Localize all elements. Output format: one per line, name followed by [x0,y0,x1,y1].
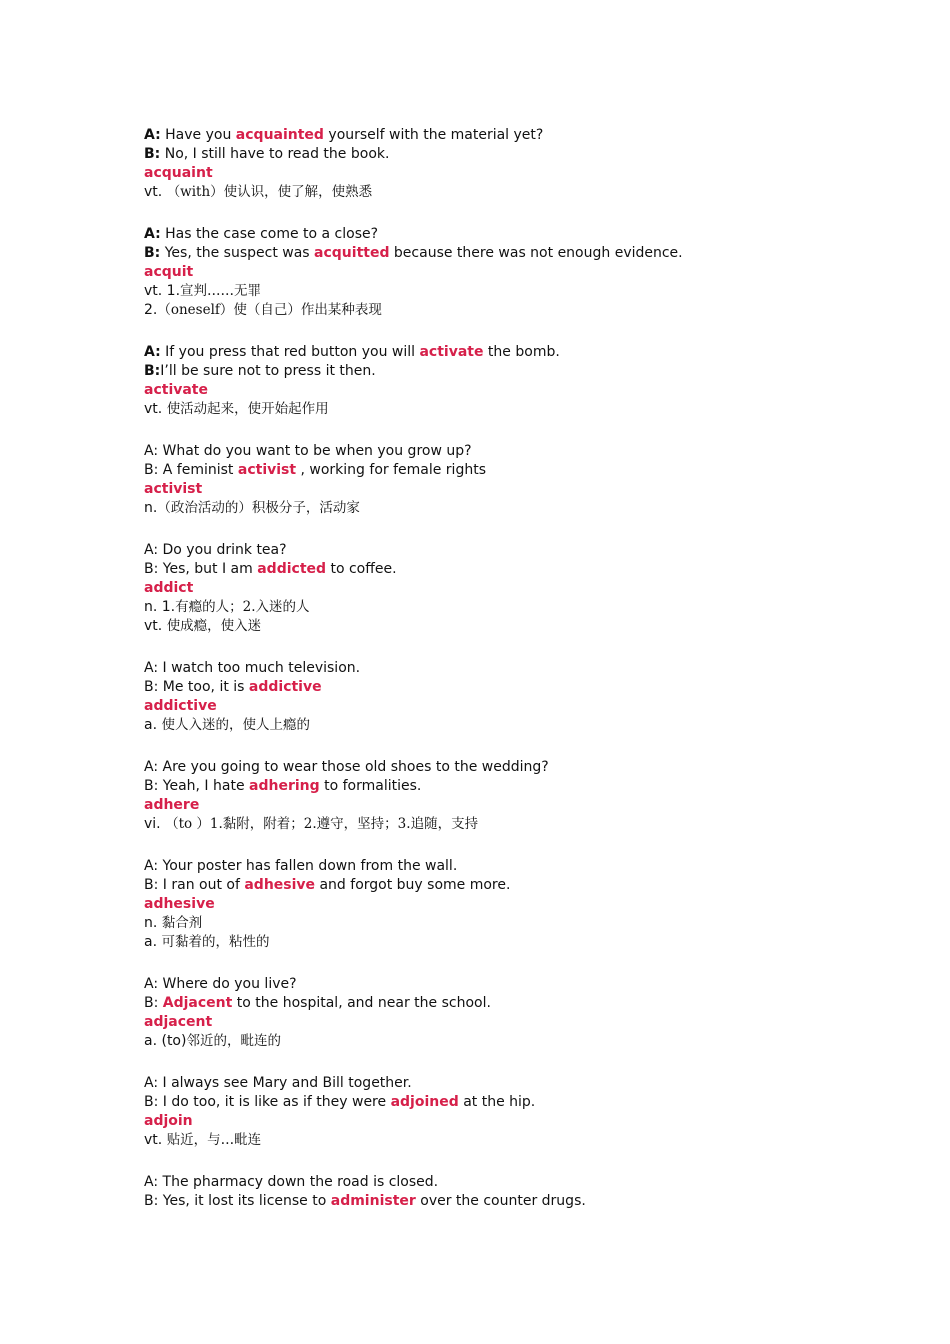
highlighted-word: acquainted [235,127,324,143]
dialogue-line [144,442,864,461]
headword: adhesive [144,896,215,912]
dialogue-line [144,777,864,796]
part-of-speech: vi. [144,816,166,832]
dialogue-line [144,876,864,895]
dialogue-text: Where do you live? [158,976,297,992]
speaker-label: A: [144,1075,159,1091]
dialogue-text: over the counter drugs. [415,1193,586,1209]
speaker-label: A: [144,858,159,874]
speaker-label: B: [144,679,159,695]
vocab-entry [144,975,864,1051]
speaker-label: B: [144,561,159,577]
speaker-label: A: [144,1174,159,1190]
headword: activate [144,382,208,398]
definition-line [144,598,864,617]
dialogue-text: to the hospital, and near the school. [232,995,491,1011]
definition-text: 使人入迷的，使人上瘾的 [161,717,310,733]
speaker-label: B: [144,462,159,478]
dialogue-line [144,244,864,263]
definition-text: （政治活动的）积极分子，活动家 [157,500,360,516]
highlighted-word: adhesive [244,877,316,893]
headword: acquit [144,264,194,280]
dialogue-text: What do you want to be when you grow up? [158,443,472,459]
dialogue-text: Do you drink tea? [158,542,287,558]
speaker-label: B: [144,245,161,261]
dialogue-text: , working for female rights [296,462,486,478]
speaker-label: A: [144,443,159,459]
highlighted-word: adhering [249,778,320,794]
definition-line [144,1032,864,1051]
dialogue-text: I ran out of [158,877,245,893]
part-of-speech: vt. 1. [144,283,181,299]
part-of-speech: vt. [144,1132,167,1148]
highlighted-word: Adjacent [162,995,233,1011]
dialogue-text: Have you [160,127,236,143]
part-of-speech: n. [144,915,162,931]
dialogue-line [144,145,864,164]
part-of-speech: 2. [144,302,158,318]
dialogue-line [144,1074,864,1093]
definition-text: 宣判……无罪 [180,283,262,299]
definition-line [144,914,864,933]
document-page [144,126,864,1234]
headword: addict [144,580,194,596]
headword: activist [144,481,203,497]
highlighted-word: activate [419,344,484,360]
speaker-label: B: [144,1193,159,1209]
part-of-speech: vt. [144,401,167,417]
dialogue-line [144,362,864,381]
dialogue-text: Are you going to wear those old shoes to the wedding? [158,759,549,775]
dialogue-text: to formalities. [319,778,422,794]
highlighted-word: acquitted [314,245,390,261]
headword: adjoin [144,1113,193,1129]
dialogue-line [144,1093,864,1112]
part-of-speech: n. [144,500,158,516]
vocab-entry [144,541,864,636]
definition-text: （with）使认识，使了解，使熟悉 [166,184,373,200]
speaker-label: A: [144,344,161,360]
definition-line [144,1131,864,1150]
highlighted-word: addicted [257,561,327,577]
vocab-entry [144,442,864,518]
dialogue-text: I do too, it is like as if they were [158,1094,391,1110]
speaker-label: A: [144,759,159,775]
dialogue-line [144,975,864,994]
highlighted-word: administer [330,1193,416,1209]
dialogue-text: and forgot buy some more. [315,877,511,893]
dialogue-line [144,126,864,145]
speaker-label: A: [144,660,159,676]
vocab-entry [144,758,864,834]
dialogue-text: If you press that red button you will [160,344,420,360]
dialogue-line [144,560,864,579]
definition-line [144,617,864,636]
speaker-label: B: [144,778,159,794]
dialogue-text: I always see Mary and Bill together. [158,1075,412,1091]
dialogue-text: Yes, but I am [158,561,258,577]
dialogue-text: A feminist [158,462,238,478]
dialogue-line [144,225,864,244]
speaker-label: A: [144,226,161,242]
dialogue-text: to coffee. [326,561,397,577]
highlighted-word: adjoined [390,1094,459,1110]
dialogue-text: Has the case come to a close? [160,226,379,242]
dialogue-line [144,659,864,678]
definition-line [144,400,864,419]
speaker-label: A: [144,127,161,143]
dialogue-line [144,1173,864,1192]
part-of-speech: n. 1. [144,599,176,615]
dialogue-line [144,994,864,1013]
part-of-speech: vt. [144,184,167,200]
vocab-entry [144,857,864,952]
dialogue-text: No, I still have to read the book. [160,146,390,162]
speaker-label: B: [144,877,159,893]
dialogue-text: Yes, it lost its license to [158,1193,331,1209]
dialogue-line [144,678,864,697]
speaker-label: A: [144,976,159,992]
headword: addictive [144,698,217,714]
definition-line [144,933,864,952]
part-of-speech: vt. [144,618,167,634]
definition-line [144,716,864,735]
definition-text: （to ）1.黏附，附着；2.遵守，坚持；3.追随，支持 [165,816,479,832]
dialogue-text: Your poster has fallen down from the wall. [158,858,458,874]
dialogue-text: Yeah, I hate [158,778,250,794]
dialogue-text: Yes, the suspect was [160,245,315,261]
dialogue-line [144,1192,864,1211]
definition-line [144,499,864,518]
speaker-label: A: [144,542,159,558]
definition-line [144,815,864,834]
dialogue-text: I’ll be sure not to press it then. [160,363,376,379]
definition-line [144,183,864,202]
dialogue-text: Me too, it is [158,679,249,695]
definition-text: 使活动起来，使开始起作用 [166,401,329,417]
dialogue-text: The pharmacy down the road is closed. [158,1174,439,1190]
headword: acquaint [144,165,213,181]
dialogue-line [144,857,864,876]
dialogue-text: I watch too much television. [158,660,361,676]
part-of-speech: a. (to) [144,1033,187,1049]
definition-text: 邻近的，毗连的 [186,1033,281,1049]
highlighted-word: activist [237,462,297,478]
dialogue-text: because there was not enough evidence. [389,245,683,261]
definition-line [144,301,864,320]
part-of-speech: a. [144,934,162,950]
headword: adjacent [144,1014,213,1030]
dialogue-text: at the hip. [458,1094,536,1110]
dialogue-line [144,461,864,480]
dialogue-line [144,541,864,560]
speaker-label: B: [144,363,161,379]
vocab-entry [144,225,864,320]
dialogue-text: the bomb. [483,344,560,360]
dialogue-line [144,758,864,777]
vocab-entry [144,1173,864,1211]
vocab-entry [144,1074,864,1150]
definition-text: 有瘾的人；2.入迷的人 [175,599,310,615]
speaker-label: B: [144,995,159,1011]
speaker-label: B: [144,146,161,162]
definition-text: 使成瘾，使入迷 [166,618,262,634]
headword: adhere [144,797,200,813]
definition-line [144,282,864,301]
dialogue-text: yourself with the material yet? [323,127,544,143]
definition-text: 黏合剂 [161,915,203,931]
part-of-speech: a. [144,717,162,733]
dialogue-line [144,343,864,362]
definition-text: 可黏着的，粘性的 [161,934,270,950]
highlighted-word: addictive [248,679,322,695]
vocab-entry [144,659,864,735]
definition-text: 贴近，与…毗连 [166,1132,262,1148]
vocab-entry [144,126,864,202]
definition-text: （oneself）使（自己）作出某种表现 [157,302,382,318]
speaker-label: B: [144,1094,159,1110]
vocab-entry [144,343,864,419]
